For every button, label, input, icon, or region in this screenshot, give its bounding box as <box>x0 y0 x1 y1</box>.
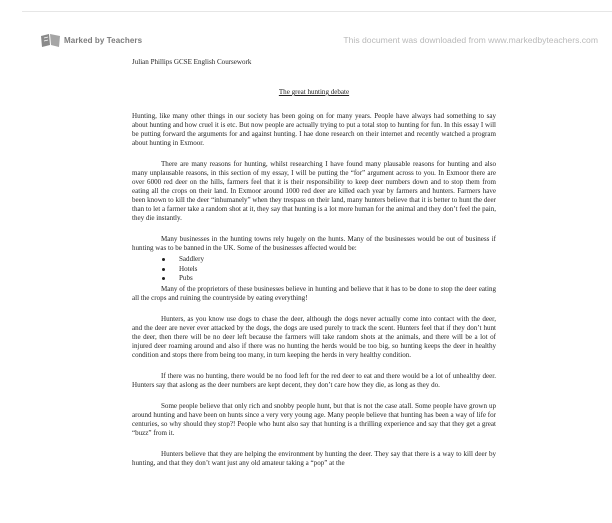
teachers-logo-icon <box>40 33 62 48</box>
author-line: Julian Phillips GCSE English Coursework <box>132 58 252 66</box>
download-watermark: This document was downloaded from www.markedbyteachers.com <box>343 35 598 45</box>
paragraph-6: If there was no hunting, there would be no food left for the red deer to eat and there would be a lot of unhealthy deer. Hunters say that aslong as the deer numbers are kept decent, they don’t care how they die, as long as they do. <box>132 371 496 389</box>
paragraph-8: Hunters believe that they are helping the environment by hunting the deer. They say that there is a way to kill deer by hunting, and that they don’t want just any old amateur taking a “pop” at the <box>132 449 496 467</box>
page-header <box>0 26 612 56</box>
paragraph-3: Many businesses in the hunting towns rely hugely on the hunts. Many of the businesses would be out of business if hunting was to be banned in the UK. Some of the businesses affected would be: <box>132 235 496 252</box>
paragraph-4: Many of the proprietors of these businesses believe in hunting and believe that it has to be done to stop the deer eating all the crops and ruining the countryside by eating everything! <box>132 284 496 302</box>
top-rule <box>22 0 612 12</box>
paragraph-7: Some people believe that only rich and snobby people hunt, but that is not the case atall. Some people have grown up around hunting and have been on hunts since a very very young age. Many people believe that hunting has been a way of life for centuries, so why should they stop?! People who hunt also say that hunting is a thrilling experience and say that they get a great “buzz” from it. <box>132 401 496 437</box>
document-title: The great hunting debate <box>278 88 350 96</box>
list-item: Hotels <box>162 265 496 275</box>
paragraph-1: Hunting, like many other things in our society has been going on for many years. People have always had something to say about hunting and how cruel it is etc. But now people are actually trying to put a total stop to hunting for fun. In this essay I will be putting forward the arguments for and against hunting. I hae done research on their internet and recently watched a program about hunting in Exmoor. <box>132 112 496 147</box>
paragraph-2: There are many reasons for hunting, whilst researching I have found many plausable reasons for hunting and also many unplausable reasons, in this section of my essay, I will be putting the “for” argument across to you. In Exmoor there are over 6000 red deer on the hills, farmers feel that it is their responsibility to keep deer numbers down and to stop them from eating all the crops on their land. In Exmoor around 1000 red deer are killed each year by farmers and hunters. Farmers have been known to kill the deer “inhumanely” when they trespass on their land, many hunters believe that it is better to hunt the deer than to let a farmer take a random shot at it, they say that hunting is a lot more human for the animal and they don’t feel the pain, they die instantly. <box>132 160 496 222</box>
marked-by-teachers-logo[interactable] <box>40 32 142 48</box>
logo-text: Marked by Teachers <box>64 35 143 45</box>
list-item: Saddlery <box>162 255 496 265</box>
document-body <box>132 58 496 480</box>
list-item: Pubs <box>162 274 496 284</box>
paragraph-5: Hunters, as you know use dogs to chase the deer, although the dogs never actually come into contact with the deer, and the deer are never ever attacked by the dogs, the dogs are used purely to track the scent. Hunters feel that if they don’t hunt the deer, then there will be no deer left because the farmers will take random shots at the animals, and there will be a lot of injured deer roaming around and also if there was no hunting the herds would be too big, so hunting keeps the deer in healthy condition and stops there from being too many, in turn keeping the herds in very healthy condition. <box>132 314 496 359</box>
business-list <box>132 255 496 284</box>
